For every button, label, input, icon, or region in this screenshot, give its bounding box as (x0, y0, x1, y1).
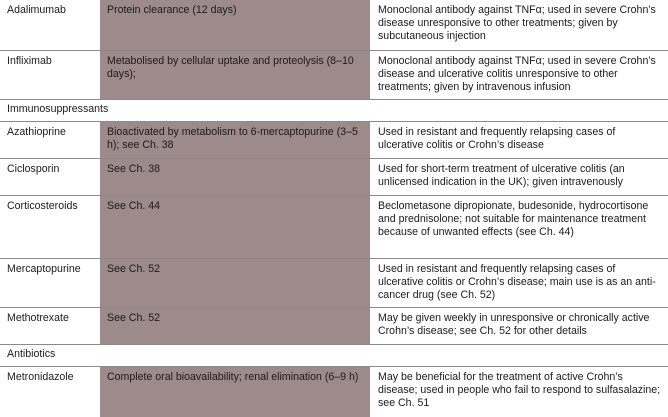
pharmacokinetics-cell: See Ch. 52 (100, 307, 370, 344)
pharmacokinetics-cell: Complete oral bioavailability; renal elimination (6–9 h) (100, 366, 370, 417)
drug-name: Ciclosporin (0, 158, 100, 195)
section-title: Antibiotics (0, 344, 668, 366)
clinical-use-cell: May be given weekly in unresponsive or chronically active Crohn’s disease; see Ch. 52 for other details (370, 307, 668, 344)
clinical-use-cell: Used in resistant and frequently relapsing cases of ulcerative colitis or Crohn’s disease; main use is as an anti-cancer drug (see Ch. 52) (370, 258, 668, 307)
pharmacokinetics-cell: See Ch. 52 (100, 258, 370, 307)
table-row (0, 50, 668, 99)
pharmacokinetics-cell: Metabolised by cellular uptake and proteolysis (8–10 days); (100, 50, 370, 99)
pharmacokinetics-cell: Protein clearance (12 days) (100, 0, 370, 50)
drug-name: Adalimumab (0, 0, 100, 50)
pharmacokinetics-cell: Bioactivated by metabolism to 6-mercaptopurine (3–5 h); see Ch. 38 (100, 121, 370, 158)
clinical-use-cell: Used in resistant and frequently relapsing cases of ulcerative colitis or Crohn’s disease (370, 121, 668, 158)
table-row (0, 195, 668, 258)
drug-name: Metronidazole (7, 370, 74, 383)
section-title: Immunosuppressants (0, 99, 668, 121)
clinical-use-cell: May be beneficial for the treatment of active Crohn’s disease; used in people who fail to respond to sulfasalazine; see Ch. 51 (378, 370, 661, 409)
pharmacokinetics-cell: See Ch. 44 (100, 195, 370, 258)
clinical-use-cell: Used for short-term treatment of ulcerative colitis (an unlicensed indication in the UK); given intravenously (370, 158, 668, 195)
clinical-use-cell: Monoclonal antibody against TNFα; used in severe Crohn’s disease unresponsive to other treatments; given by subcutaneous injection (370, 0, 668, 50)
drug-name: Methotrexate (0, 307, 100, 344)
pharmacokinetics-cell: See Ch. 38 (100, 158, 370, 195)
table-row (0, 366, 668, 417)
drug-name: Azathioprine (0, 121, 100, 158)
section-header-row (0, 99, 668, 121)
table-row (0, 158, 668, 195)
table-row (0, 121, 668, 158)
clinical-use-cell: Beclometasone dipropionate, budesonide, hydrocortisone and prednisolone; not suitable for maintenance treatment because of unwanted effects (see Ch. 44) (370, 195, 668, 258)
table-row (0, 0, 668, 50)
table-row (0, 258, 668, 307)
clinical-use-cell: Monoclonal antibody against TNFα; used in severe Crohn’s disease and ulcerative colitis unresponsive to other treatments; given by intravenous infusion (370, 50, 668, 99)
drug-name: Infliximab (0, 50, 100, 99)
drug-name: Mercaptopurine (0, 258, 100, 307)
table-row (0, 307, 668, 344)
drug-name: Corticosteroids (0, 195, 100, 258)
section-header-row (0, 344, 668, 366)
